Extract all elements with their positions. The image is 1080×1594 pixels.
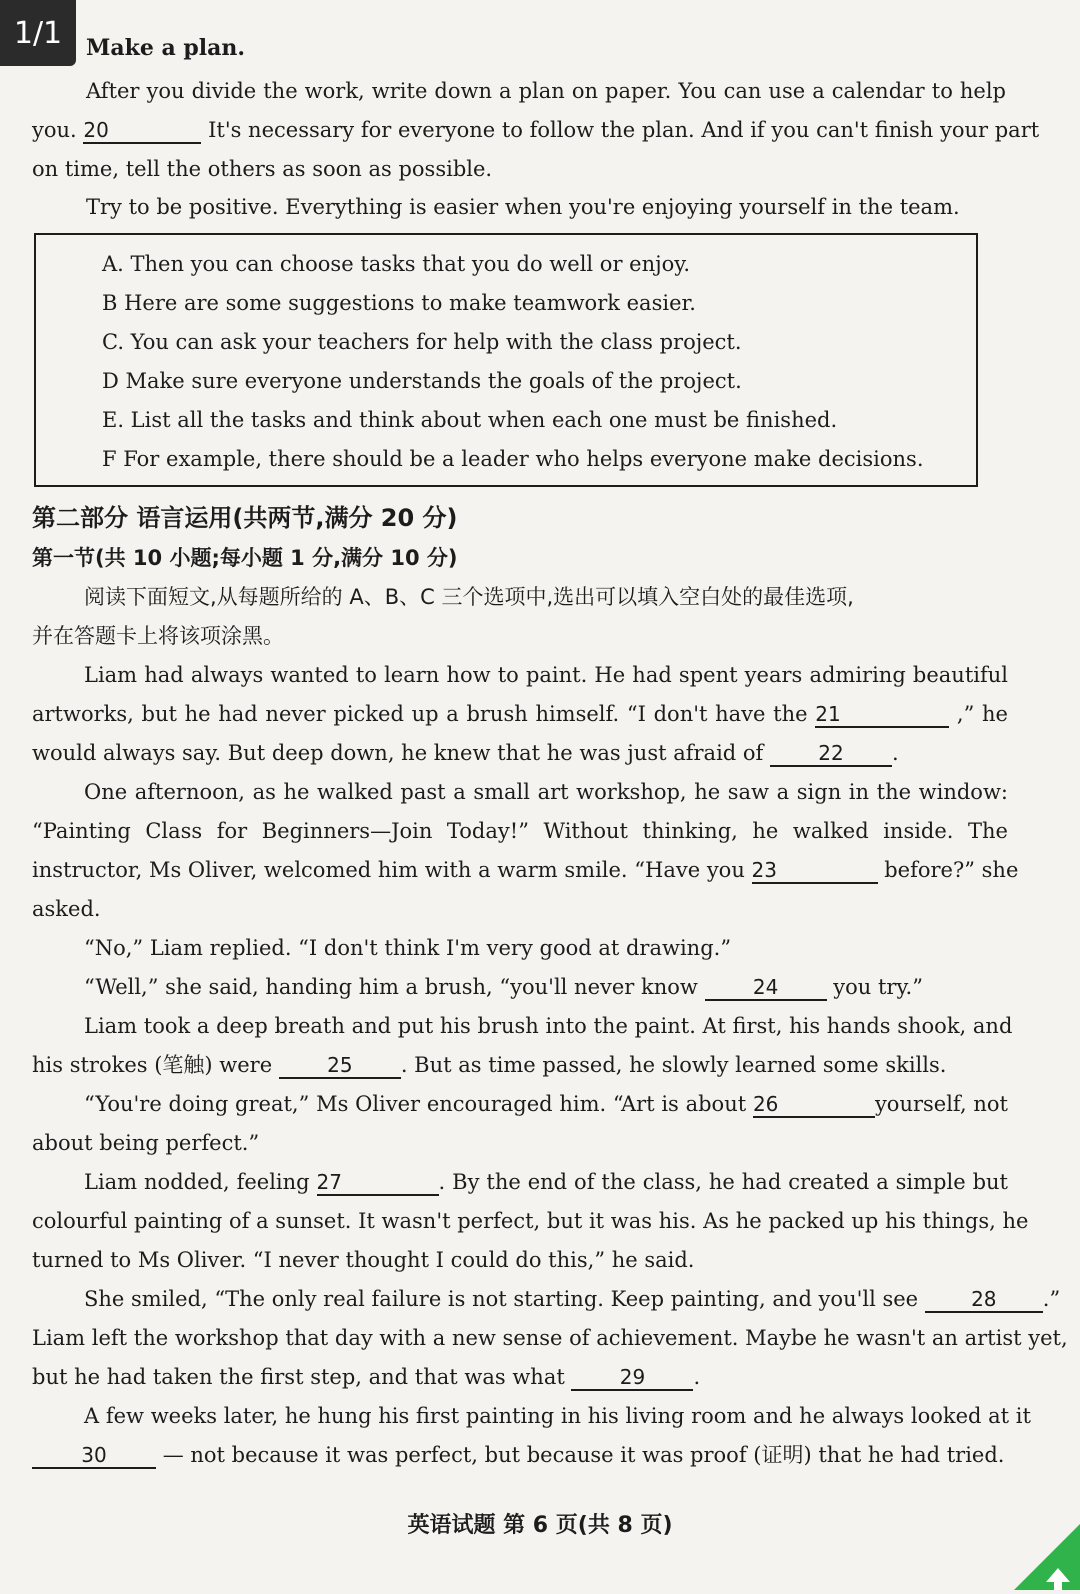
- text-line: about being perfect.”: [32, 1131, 260, 1155]
- answer-blank-20: 20: [83, 118, 201, 144]
- text-line: “Painting Class for Beginners—Join Today!” Without thinking, he walked inside. The: [32, 819, 1008, 843]
- text-span: before?” she: [884, 858, 1019, 882]
- instruction-line: 阅读下面短文,从每题所给的 A、B、C 三个选项中,选出可以填入空白处的最佳选项,: [84, 585, 854, 609]
- text-line: [84, 1167, 1008, 1197]
- text-line: One afternoon, as he walked past a small art workshop, he saw a sign in the window:: [84, 780, 1008, 804]
- option-b: B Here are some suggestions to make teamwork easier.: [102, 291, 696, 315]
- text-span: It's necessary for everyone to follow the plan. And if you can't finish your part: [208, 118, 1040, 142]
- text-span: She smiled, “The only real failure is not starting. Keep painting, and you'll see: [84, 1287, 919, 1311]
- text-span: ,” he: [956, 702, 1008, 726]
- text-span: Liam nodded, feeling: [84, 1170, 310, 1194]
- text-span: .: [892, 741, 899, 765]
- text-span: — not because it was perfect, but because it was proof (证明) that he had tried.: [162, 1443, 1005, 1467]
- text-line: Liam left the workshop that day with a new sense of achievement. Maybe he wasn't an artist yet,: [32, 1326, 1068, 1350]
- text-line: turned to Ms Oliver. “I never thought I could do this,” he said.: [32, 1248, 695, 1272]
- text-span: .”: [1042, 1287, 1061, 1311]
- page-footer: 英语试题 第 6 页(共 8 页): [407, 1513, 673, 1538]
- text-line: asked.: [32, 897, 101, 921]
- text-span: yourself, not: [874, 1092, 1008, 1116]
- part-title: 第二部分 语言运用(共两节,满分 20 分): [32, 504, 458, 532]
- scroll-to-top-button[interactable]: [1014, 1524, 1080, 1590]
- answer-blank-25: 25: [279, 1053, 401, 1079]
- text-line: on time, tell the others as soon as possible.: [32, 157, 493, 181]
- text-line: [32, 1440, 1004, 1470]
- text-span: instructor, Ms Oliver, welcomed him with a warm smile. “Have you: [32, 858, 745, 882]
- instruction-line: 并在答题卡上将该项涂黑。: [32, 624, 284, 648]
- text-span: .: [693, 1365, 701, 1389]
- answer-blank-23: 23: [752, 858, 878, 884]
- answer-blank-27: 27: [317, 1170, 439, 1196]
- answer-blank-26: 26: [753, 1092, 875, 1118]
- text-line: “No,” Liam replied. “I don't think I'm very good at drawing.”: [84, 936, 732, 960]
- text-line: Liam took a deep breath and put his brush into the paint. At first, his hands shook, and: [84, 1014, 1013, 1038]
- answer-blank-30: 30: [32, 1443, 156, 1469]
- answer-blank-28: 28: [925, 1287, 1043, 1313]
- text-line: [32, 855, 1019, 885]
- answer-blank-29: 29: [571, 1365, 693, 1391]
- text-line: After you divide the work, write down a plan on paper. You can use a calendar to help: [86, 79, 1006, 103]
- options-box: [34, 233, 978, 487]
- text-line: colourful painting of a sunset. It wasn't perfect, but it was his. As he packed up his things, he: [32, 1209, 1029, 1233]
- answer-blank-24: 24: [705, 975, 827, 1001]
- arrow-up-icon: [1014, 1524, 1080, 1590]
- option-a: A. Then you can choose tasks that you do well or enjoy.: [102, 252, 691, 276]
- text-span: you try.”: [833, 975, 923, 999]
- text-line: [84, 1284, 1060, 1314]
- section-title: 第一节(共 10 小题;每小题 1 分,满分 10 分): [32, 546, 458, 570]
- text-span: . But as time passed, he slowly learned some skills.: [400, 1053, 947, 1077]
- text-line: [84, 1089, 1008, 1119]
- text-span: you.: [32, 118, 77, 142]
- option-f: F For example, there should be a leader who helps everyone make decisions.: [102, 447, 924, 471]
- text-span: but he had taken the first step, and that was what: [32, 1365, 565, 1389]
- text-span: his strokes (笔触) were: [32, 1053, 273, 1077]
- text-span: “You're doing great,” Ms Oliver encouraged him. “Art is about: [84, 1092, 747, 1116]
- text-line: Try to be positive. Everything is easier when you're enjoying yourself in the team.: [86, 195, 960, 219]
- text-line: [32, 1362, 700, 1392]
- text-line: [32, 738, 899, 768]
- text-span: would always say. But deep down, he knew that he was just afraid of: [32, 741, 764, 765]
- text-line: Liam had always wanted to learn how to paint. He had spent years admiring beautiful: [84, 663, 1008, 687]
- answer-blank-22: 22: [770, 741, 892, 767]
- section-heading: Make a plan.: [86, 35, 246, 61]
- text-line: [84, 972, 923, 1002]
- answer-blank-21: 21: [815, 702, 949, 728]
- text-span: . By the end of the class, he had created a simple but: [438, 1170, 1008, 1194]
- text-line: [32, 115, 1040, 145]
- option-c: C. You can ask your teachers for help with the class project.: [102, 330, 742, 354]
- text-span: “Well,” she said, handing him a brush, “you'll never know: [84, 975, 698, 999]
- page-indicator: 1/1: [0, 0, 76, 66]
- text-line: [32, 699, 1008, 729]
- text-line: [32, 1050, 946, 1080]
- option-d: D Make sure everyone understands the goals of the project.: [102, 369, 742, 393]
- text-span: artworks, but he had never picked up a brush himself. “I don't have the: [32, 702, 808, 726]
- text-line: A few weeks later, he hung his first painting in his living room and he always looked at it: [84, 1404, 1031, 1428]
- option-e: E. List all the tasks and think about when each one must be finished.: [102, 408, 838, 432]
